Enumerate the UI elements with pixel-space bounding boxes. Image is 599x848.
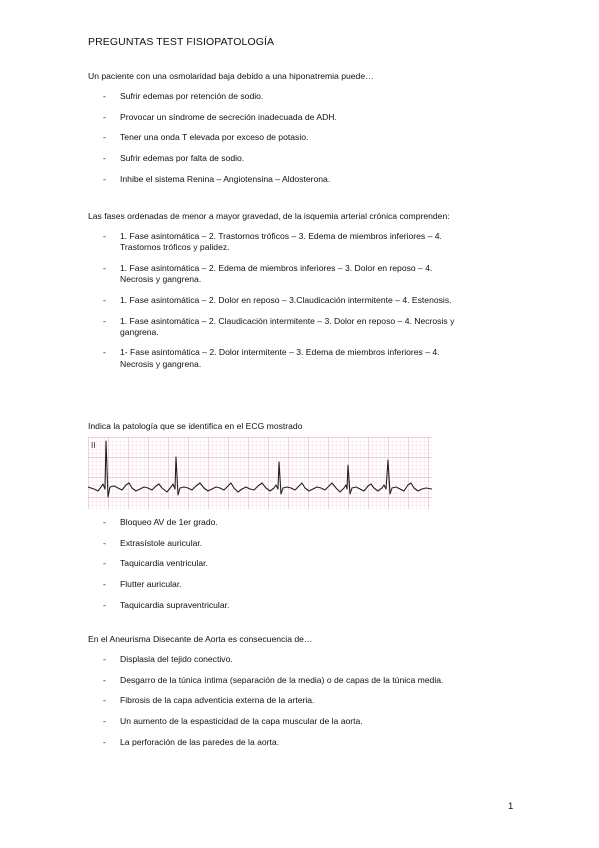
page-number: 1 — [508, 801, 514, 812]
option-e: - Inhibe el sistema Renina – Angiotensina – Aldosterona. — [88, 174, 518, 185]
option-d: - Flutter auricular. — [88, 579, 518, 590]
option-b: - Desgarro de la túnica íntima (separación de la media) o de capas de la túnica media. — [88, 675, 461, 686]
option-a: - Displasia del tejido conectivo. — [88, 654, 518, 665]
question-text: Un paciente con una osmolaridad baja debido a una hiponatremia puede… — [88, 71, 374, 81]
options-list — [88, 91, 518, 185]
option-c: - Fibrosis de la capa adventicia externa de la arteria. — [88, 695, 518, 706]
question-4 — [88, 634, 518, 758]
question-text: Indica la patología que se identifica en el ECG mostrado — [88, 421, 303, 431]
option-d: - Un aumento de la espasticidad de la capa muscular de la aorta. — [88, 716, 518, 727]
question-3-options — [88, 517, 518, 621]
option-e: - La perforación de las paredes de la aorta. — [88, 737, 518, 748]
ecg-lead-label: II — [91, 441, 96, 450]
options-list — [88, 231, 518, 370]
option-c: - Taquicardia ventricular. — [88, 558, 518, 569]
option-e: - Taquicardia supraventricular. — [88, 600, 518, 611]
option-c: - 1. Fase asintomática – 2. Dolor en reposo – 3.Claudicación intermitente – 4. Estenosis. — [88, 295, 461, 306]
option-d: - Sufrir edemas por falta de sodio. — [88, 153, 518, 164]
option-a: - Sufrir edemas por retención de sodio. — [88, 91, 518, 102]
ecg-grid — [88, 437, 432, 509]
option-c: - Tener una onda T elevada por exceso de potasio. — [88, 132, 518, 143]
option-e: - 1- Fase asintomática – 2. Dolor intermitente – 3. Edema de miembros inferiores – 4. Necrosis y gangrena. — [88, 347, 461, 369]
option-b: - 1. Fase asintomática – 2. Edema de miembros inferiores – 3. Dolor en reposo – 4. Necrosis y gangrena. — [88, 263, 461, 285]
question-2 — [88, 211, 518, 379]
option-b: - Provocar un síndrome de secreción inadecuada de ADH. — [88, 112, 518, 123]
options-list — [88, 517, 518, 611]
ecg-strip — [88, 437, 432, 509]
option-a: - 1. Fase asintomática – 2. Trastornos tróficos – 3. Edema de miembros inferiores – 4. Trastornos tróficos y palidez. — [88, 231, 461, 253]
question-text: En el Aneurisma Disecante de Aorta es consecuencia de… — [88, 634, 313, 644]
option-a: - Bloqueo AV de 1er grado. — [88, 517, 518, 528]
option-b: - Extrasístole auricular. — [88, 538, 518, 549]
options-list — [88, 654, 518, 748]
option-d: - 1. Fase asintomática – 2. Claudicación intermitente – 3. Dolor en reposo – 4. Necrosis y gangrena. — [88, 316, 461, 338]
question-1 — [88, 71, 518, 195]
question-text: Las fases ordenadas de menor a mayor gravedad, de la isquemia arterial crónica comprenden: — [88, 211, 450, 221]
page-title: PREGUNTAS TEST FISIOPATOLOGÍA — [88, 36, 275, 48]
